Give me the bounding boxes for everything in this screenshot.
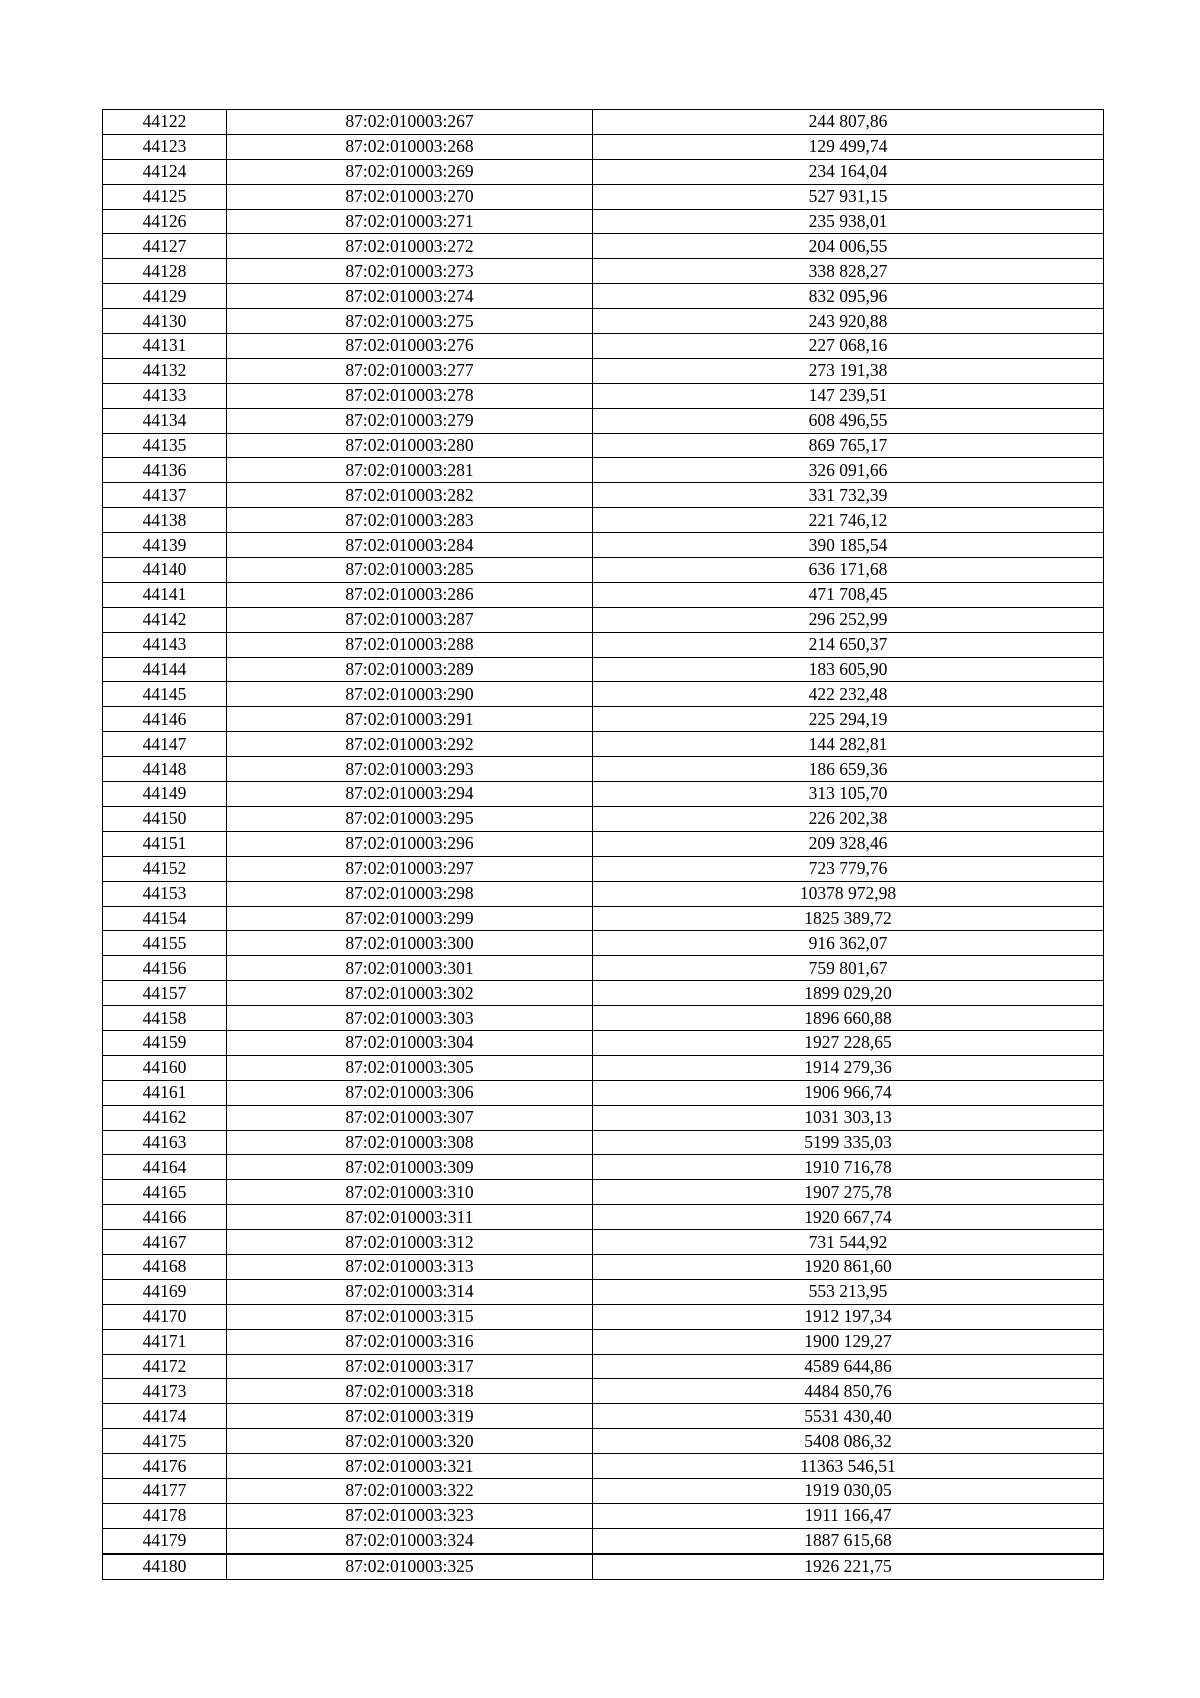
row-number-cell: 44179 bbox=[103, 1528, 227, 1553]
table-row bbox=[103, 1329, 1104, 1354]
table-row bbox=[103, 931, 1104, 956]
table-row bbox=[103, 981, 1104, 1006]
table-row bbox=[103, 956, 1104, 981]
value-cell: 227 068,16 bbox=[593, 334, 1104, 359]
value-cell: 1911 166,47 bbox=[593, 1503, 1104, 1528]
table-row bbox=[103, 259, 1104, 284]
cadastral-number-cell: 87:02:010003:319 bbox=[227, 1404, 593, 1429]
value-cell: 235 938,01 bbox=[593, 209, 1104, 234]
row-number-cell: 44163 bbox=[103, 1130, 227, 1155]
table-row bbox=[103, 1130, 1104, 1155]
table-row bbox=[103, 1304, 1104, 1329]
table-row bbox=[103, 1155, 1104, 1180]
cadastral-number-cell: 87:02:010003:321 bbox=[227, 1454, 593, 1479]
value-cell: 527 931,15 bbox=[593, 184, 1104, 209]
value-cell: 296 252,99 bbox=[593, 607, 1104, 632]
cadastral-number-cell: 87:02:010003:312 bbox=[227, 1230, 593, 1255]
value-cell: 1899 029,20 bbox=[593, 981, 1104, 1006]
value-cell: 832 095,96 bbox=[593, 284, 1104, 309]
table-row bbox=[103, 1254, 1104, 1279]
table-row bbox=[103, 682, 1104, 707]
cadastral-number-cell: 87:02:010003:311 bbox=[227, 1205, 593, 1230]
row-number-cell: 44147 bbox=[103, 732, 227, 757]
row-number-cell: 44137 bbox=[103, 483, 227, 508]
cadastral-number-cell: 87:02:010003:270 bbox=[227, 184, 593, 209]
row-number-cell: 44155 bbox=[103, 931, 227, 956]
cadastral-number-cell: 87:02:010003:272 bbox=[227, 234, 593, 259]
row-number-cell: 44171 bbox=[103, 1329, 227, 1354]
row-number-cell: 44142 bbox=[103, 607, 227, 632]
cadastral-number-cell: 87:02:010003:320 bbox=[227, 1429, 593, 1454]
row-number-cell: 44175 bbox=[103, 1429, 227, 1454]
row-number-cell: 44174 bbox=[103, 1404, 227, 1429]
value-cell: 1910 716,78 bbox=[593, 1155, 1104, 1180]
table-row bbox=[103, 533, 1104, 558]
table-row bbox=[103, 383, 1104, 408]
row-number-cell: 44134 bbox=[103, 408, 227, 433]
cadastral-number-cell: 87:02:010003:288 bbox=[227, 632, 593, 657]
cadastral-number-cell: 87:02:010003:299 bbox=[227, 906, 593, 931]
row-number-cell: 44124 bbox=[103, 159, 227, 184]
row-number-cell: 44152 bbox=[103, 856, 227, 881]
row-number-cell: 44172 bbox=[103, 1354, 227, 1379]
value-cell: 1907 275,78 bbox=[593, 1180, 1104, 1205]
table-row bbox=[103, 433, 1104, 458]
value-cell: 916 362,07 bbox=[593, 931, 1104, 956]
row-number-cell: 44165 bbox=[103, 1180, 227, 1205]
table-row bbox=[103, 483, 1104, 508]
value-cell: 869 765,17 bbox=[593, 433, 1104, 458]
cadastral-number-cell: 87:02:010003:287 bbox=[227, 607, 593, 632]
cadastral-number-cell: 87:02:010003:286 bbox=[227, 582, 593, 607]
value-cell: 11363 546,51 bbox=[593, 1454, 1104, 1479]
value-cell: 338 828,27 bbox=[593, 259, 1104, 284]
row-number-cell: 44125 bbox=[103, 184, 227, 209]
table-row bbox=[103, 881, 1104, 906]
row-number-cell: 44140 bbox=[103, 558, 227, 583]
cadastral-number-cell: 87:02:010003:275 bbox=[227, 309, 593, 334]
value-cell: 234 164,04 bbox=[593, 159, 1104, 184]
cadastral-number-cell: 87:02:010003:308 bbox=[227, 1130, 593, 1155]
value-cell: 1900 129,27 bbox=[593, 1329, 1104, 1354]
cadastral-number-cell: 87:02:010003:325 bbox=[227, 1554, 593, 1579]
row-number-cell: 44128 bbox=[103, 259, 227, 284]
value-cell: 1912 197,34 bbox=[593, 1304, 1104, 1329]
row-number-cell: 44130 bbox=[103, 309, 227, 334]
cadastral-number-cell: 87:02:010003:284 bbox=[227, 533, 593, 558]
value-cell: 331 732,39 bbox=[593, 483, 1104, 508]
row-number-cell: 44127 bbox=[103, 234, 227, 259]
table-row bbox=[103, 1478, 1104, 1503]
row-number-cell: 44176 bbox=[103, 1454, 227, 1479]
cadastral-number-cell: 87:02:010003:294 bbox=[227, 782, 593, 807]
row-number-cell: 44139 bbox=[103, 533, 227, 558]
cadastral-number-cell: 87:02:010003:318 bbox=[227, 1379, 593, 1404]
row-number-cell: 44135 bbox=[103, 433, 227, 458]
table-row bbox=[103, 1554, 1104, 1579]
value-cell: 5531 430,40 bbox=[593, 1404, 1104, 1429]
cadastral-number-cell: 87:02:010003:324 bbox=[227, 1528, 593, 1553]
table-row bbox=[103, 1404, 1104, 1429]
cadastral-number-cell: 87:02:010003:271 bbox=[227, 209, 593, 234]
cadastral-number-cell: 87:02:010003:278 bbox=[227, 383, 593, 408]
row-number-cell: 44132 bbox=[103, 358, 227, 383]
table-row bbox=[103, 831, 1104, 856]
row-number-cell: 44148 bbox=[103, 757, 227, 782]
table-row bbox=[103, 334, 1104, 359]
cadastral-number-cell: 87:02:010003:310 bbox=[227, 1180, 593, 1205]
value-cell: 636 171,68 bbox=[593, 558, 1104, 583]
cadastral-number-cell: 87:02:010003:302 bbox=[227, 981, 593, 1006]
value-cell: 183 605,90 bbox=[593, 657, 1104, 682]
row-number-cell: 44141 bbox=[103, 582, 227, 607]
table-row bbox=[103, 159, 1104, 184]
value-cell: 1927 228,65 bbox=[593, 1030, 1104, 1055]
value-cell: 147 239,51 bbox=[593, 383, 1104, 408]
row-number-cell: 44154 bbox=[103, 906, 227, 931]
table-row bbox=[103, 607, 1104, 632]
cadastral-number-cell: 87:02:010003:315 bbox=[227, 1304, 593, 1329]
table-row bbox=[103, 209, 1104, 234]
cadastral-number-cell: 87:02:010003:303 bbox=[227, 1006, 593, 1031]
cadastral-number-cell: 87:02:010003:291 bbox=[227, 707, 593, 732]
row-number-cell: 44129 bbox=[103, 284, 227, 309]
row-number-cell: 44170 bbox=[103, 1304, 227, 1329]
cadastral-number-cell: 87:02:010003:293 bbox=[227, 757, 593, 782]
value-cell: 422 232,48 bbox=[593, 682, 1104, 707]
cadastral-number-cell: 87:02:010003:322 bbox=[227, 1478, 593, 1503]
value-cell: 209 328,46 bbox=[593, 831, 1104, 856]
row-number-cell: 44177 bbox=[103, 1478, 227, 1503]
table-row bbox=[103, 458, 1104, 483]
table-body bbox=[103, 110, 1104, 1580]
value-cell: 1825 389,72 bbox=[593, 906, 1104, 931]
row-number-cell: 44156 bbox=[103, 956, 227, 981]
table-row bbox=[103, 1279, 1104, 1304]
value-cell: 4589 644,86 bbox=[593, 1354, 1104, 1379]
table-row bbox=[103, 582, 1104, 607]
cadastral-number-cell: 87:02:010003:267 bbox=[227, 110, 593, 135]
table-row bbox=[103, 558, 1104, 583]
table-row bbox=[103, 1528, 1104, 1553]
table-row bbox=[103, 1503, 1104, 1528]
table-row bbox=[103, 632, 1104, 657]
value-cell: 1926 221,75 bbox=[593, 1554, 1104, 1579]
row-number-cell: 44138 bbox=[103, 508, 227, 533]
cadastral-number-cell: 87:02:010003:277 bbox=[227, 358, 593, 383]
table-row bbox=[103, 757, 1104, 782]
cadastral-number-cell: 87:02:010003:274 bbox=[227, 284, 593, 309]
cadastral-number-cell: 87:02:010003:279 bbox=[227, 408, 593, 433]
table-row bbox=[103, 284, 1104, 309]
table-row bbox=[103, 1379, 1104, 1404]
row-number-cell: 44145 bbox=[103, 682, 227, 707]
table-row bbox=[103, 508, 1104, 533]
value-cell: 214 650,37 bbox=[593, 632, 1104, 657]
table-row bbox=[103, 134, 1104, 159]
row-number-cell: 44169 bbox=[103, 1279, 227, 1304]
cadastral-number-cell: 87:02:010003:276 bbox=[227, 334, 593, 359]
table-row bbox=[103, 906, 1104, 931]
cadastral-number-cell: 87:02:010003:300 bbox=[227, 931, 593, 956]
row-number-cell: 44158 bbox=[103, 1006, 227, 1031]
value-cell: 225 294,19 bbox=[593, 707, 1104, 732]
cadastral-number-cell: 87:02:010003:323 bbox=[227, 1503, 593, 1528]
row-number-cell: 44149 bbox=[103, 782, 227, 807]
table-row bbox=[103, 732, 1104, 757]
value-cell: 243 920,88 bbox=[593, 309, 1104, 334]
table-row bbox=[103, 408, 1104, 433]
value-cell: 1914 279,36 bbox=[593, 1055, 1104, 1080]
row-number-cell: 44150 bbox=[103, 806, 227, 831]
cadastral-number-cell: 87:02:010003:297 bbox=[227, 856, 593, 881]
cadastral-number-cell: 87:02:010003:295 bbox=[227, 806, 593, 831]
table-row bbox=[103, 234, 1104, 259]
table-row bbox=[103, 110, 1104, 135]
table-row bbox=[103, 782, 1104, 807]
row-number-cell: 44123 bbox=[103, 134, 227, 159]
row-number-cell: 44153 bbox=[103, 881, 227, 906]
cadastral-number-cell: 87:02:010003:307 bbox=[227, 1105, 593, 1130]
row-number-cell: 44173 bbox=[103, 1379, 227, 1404]
row-number-cell: 44160 bbox=[103, 1055, 227, 1080]
row-number-cell: 44161 bbox=[103, 1080, 227, 1105]
value-cell: 313 105,70 bbox=[593, 782, 1104, 807]
table-row bbox=[103, 856, 1104, 881]
row-number-cell: 44166 bbox=[103, 1205, 227, 1230]
cadastral-number-cell: 87:02:010003:296 bbox=[227, 831, 593, 856]
value-cell: 226 202,38 bbox=[593, 806, 1104, 831]
row-number-cell: 44122 bbox=[103, 110, 227, 135]
row-number-cell: 44146 bbox=[103, 707, 227, 732]
value-cell: 1031 303,13 bbox=[593, 1105, 1104, 1130]
row-number-cell: 44180 bbox=[103, 1554, 227, 1579]
row-number-cell: 44159 bbox=[103, 1030, 227, 1055]
row-number-cell: 44168 bbox=[103, 1254, 227, 1279]
cadastral-number-cell: 87:02:010003:316 bbox=[227, 1329, 593, 1354]
value-cell: 244 807,86 bbox=[593, 110, 1104, 135]
table-row bbox=[103, 1354, 1104, 1379]
value-cell: 1919 030,05 bbox=[593, 1478, 1104, 1503]
table-row bbox=[103, 1454, 1104, 1479]
value-cell: 723 779,76 bbox=[593, 856, 1104, 881]
table-row bbox=[103, 1105, 1104, 1130]
value-cell: 5408 086,32 bbox=[593, 1429, 1104, 1454]
cadastral-number-cell: 87:02:010003:269 bbox=[227, 159, 593, 184]
row-number-cell: 44151 bbox=[103, 831, 227, 856]
value-cell: 1887 615,68 bbox=[593, 1528, 1104, 1553]
cadastral-number-cell: 87:02:010003:273 bbox=[227, 259, 593, 284]
cadastral-number-cell: 87:02:010003:304 bbox=[227, 1030, 593, 1055]
cadastral-number-cell: 87:02:010003:268 bbox=[227, 134, 593, 159]
row-number-cell: 44133 bbox=[103, 383, 227, 408]
cadastral-value-table bbox=[102, 109, 1104, 1580]
value-cell: 273 191,38 bbox=[593, 358, 1104, 383]
table-row bbox=[103, 358, 1104, 383]
cadastral-number-cell: 87:02:010003:289 bbox=[227, 657, 593, 682]
value-cell: 1920 667,74 bbox=[593, 1205, 1104, 1230]
value-cell: 144 282,81 bbox=[593, 732, 1104, 757]
table-row bbox=[103, 1180, 1104, 1205]
cadastral-number-cell: 87:02:010003:301 bbox=[227, 956, 593, 981]
cadastral-number-cell: 87:02:010003:309 bbox=[227, 1155, 593, 1180]
value-cell: 10378 972,98 bbox=[593, 881, 1104, 906]
table-row bbox=[103, 184, 1104, 209]
value-cell: 204 006,55 bbox=[593, 234, 1104, 259]
row-number-cell: 44144 bbox=[103, 657, 227, 682]
table-row bbox=[103, 1230, 1104, 1255]
row-number-cell: 44164 bbox=[103, 1155, 227, 1180]
value-cell: 221 746,12 bbox=[593, 508, 1104, 533]
value-cell: 759 801,67 bbox=[593, 956, 1104, 981]
cadastral-number-cell: 87:02:010003:281 bbox=[227, 458, 593, 483]
cadastral-number-cell: 87:02:010003:298 bbox=[227, 881, 593, 906]
table-row bbox=[103, 1429, 1104, 1454]
row-number-cell: 44178 bbox=[103, 1503, 227, 1528]
cadastral-number-cell: 87:02:010003:282 bbox=[227, 483, 593, 508]
row-number-cell: 44126 bbox=[103, 209, 227, 234]
table-row bbox=[103, 309, 1104, 334]
table-row bbox=[103, 1055, 1104, 1080]
value-cell: 390 185,54 bbox=[593, 533, 1104, 558]
value-cell: 553 213,95 bbox=[593, 1279, 1104, 1304]
table-row bbox=[103, 1205, 1104, 1230]
cadastral-number-cell: 87:02:010003:305 bbox=[227, 1055, 593, 1080]
table-row bbox=[103, 1006, 1104, 1031]
value-cell: 1920 861,60 bbox=[593, 1254, 1104, 1279]
value-cell: 186 659,36 bbox=[593, 757, 1104, 782]
cadastral-number-cell: 87:02:010003:317 bbox=[227, 1354, 593, 1379]
row-number-cell: 44143 bbox=[103, 632, 227, 657]
cadastral-number-cell: 87:02:010003:285 bbox=[227, 558, 593, 583]
table-row bbox=[103, 1080, 1104, 1105]
value-cell: 608 496,55 bbox=[593, 408, 1104, 433]
value-cell: 4484 850,76 bbox=[593, 1379, 1104, 1404]
value-cell: 326 091,66 bbox=[593, 458, 1104, 483]
cadastral-number-cell: 87:02:010003:292 bbox=[227, 732, 593, 757]
table-row bbox=[103, 1030, 1104, 1055]
value-cell: 471 708,45 bbox=[593, 582, 1104, 607]
row-number-cell: 44136 bbox=[103, 458, 227, 483]
row-number-cell: 44131 bbox=[103, 334, 227, 359]
cadastral-number-cell: 87:02:010003:313 bbox=[227, 1254, 593, 1279]
value-cell: 5199 335,03 bbox=[593, 1130, 1104, 1155]
cadastral-number-cell: 87:02:010003:290 bbox=[227, 682, 593, 707]
cadastral-number-cell: 87:02:010003:314 bbox=[227, 1279, 593, 1304]
cadastral-number-cell: 87:02:010003:283 bbox=[227, 508, 593, 533]
row-number-cell: 44157 bbox=[103, 981, 227, 1006]
cadastral-number-cell: 87:02:010003:306 bbox=[227, 1080, 593, 1105]
value-cell: 129 499,74 bbox=[593, 134, 1104, 159]
cadastral-number-cell: 87:02:010003:280 bbox=[227, 433, 593, 458]
table-row bbox=[103, 806, 1104, 831]
row-number-cell: 44162 bbox=[103, 1105, 227, 1130]
value-cell: 1896 660,88 bbox=[593, 1006, 1104, 1031]
value-cell: 731 544,92 bbox=[593, 1230, 1104, 1255]
value-cell: 1906 966,74 bbox=[593, 1080, 1104, 1105]
row-number-cell: 44167 bbox=[103, 1230, 227, 1255]
table-row bbox=[103, 657, 1104, 682]
table-row bbox=[103, 707, 1104, 732]
